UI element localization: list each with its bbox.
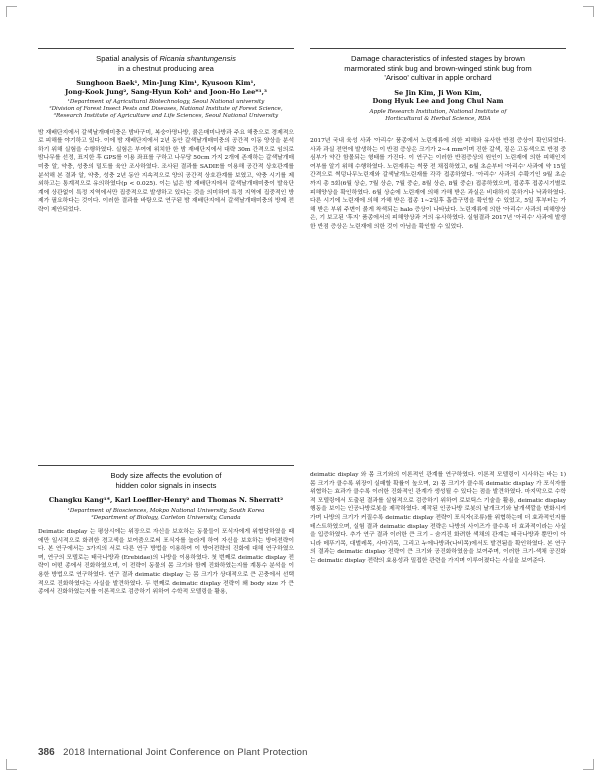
crop-mark-bottom-left [6, 759, 17, 770]
affiliation-list: Apple Research Institution, National Institute of Horticultural & Herbal Science, RDA [369, 108, 507, 122]
crop-mark-top-right [583, 6, 594, 17]
crop-mark-top-left [6, 6, 17, 17]
article-spatial-analysis [38, 54, 294, 215]
top-rule-right [310, 48, 566, 49]
author-list: Changku Kang¹*, Karl Loeffler-Henry² and Thomas N. Sherratt² [48, 496, 284, 505]
article-body-size-continued [310, 471, 566, 566]
article-title: Damage characteristics of infested stages by brown marmorated stink bug and brown-winged stink bug from 'Arisoo' cultivar in apple orchard [344, 54, 532, 83]
top-rule-left [38, 48, 294, 49]
abstract-body-continued: deimatic display 와 몸 크기와의 이론적인 관계를 연구하였다. 이론적 모델링이 시사하는 바는 1) 몸 크기가 클수록 위장이 실패할 확률이 높으며, 2) 몸 크기가 클수록 deimatic display 가 포식자를 위협하는 효과가 클수록 이러한 진화적인 관계가 생성될 수 있다는 점을 발견하였다. 마지막으로 수학적 모델링에서 도출된 결과를 실험적으로 검증하기 위하여 로보틱스 기술을 활용, deimatic display 행동을 보이는 인공나방로봇을 제작하였다. 제작된 인공나방 로봇의 날개크기와 날개색깔을 변화시켜가며 나방의 크기가 커질수록 deimatic display 전략이 포식자(조류)를 위협하는데 더 효과적인지를 테스트하였으며, 실험 결과 deimatic display 전략은 나방의 사이즈가 클수록 더 효과적이라는 사실을 입증하였다. 추가 연구 결과 이러한 큰 크기 – 숨겨진 화려한 색채의 관계는 태극나방과 뿐만이 아니라 메뚜기목, 대벌레목, 사마귀목, 그리고 누에나방과(나비목)에서도 발견됨을 확인하였다. 본 연구의 결과는 deimatic display 전략이 큰 크기와 공진화하였음을 보여주며, 이러한 크기-색채 공진화는 deimatic display 전략의 효용성과 밀접한 관련을 가지며 이루어졌다는 사실을 보여준다. [310, 472, 566, 564]
article-title: Body size affects the evolution of hidden color signals in insects [110, 471, 222, 490]
abstract-body: Deimatic display 는 평상시에는 위장으로 자신을 보호하는 동물들이 포식자에게 위협당하였을 때에만 일시적으로 화려한 경고색을 보여줌으로써 포식자를 놀라게 하여 자신을 보호하는 방어전략이다. 본 연구에서는 3가지의 서로 다른 연구 방법을 이용하여 이 방어전략의 진화에 대해 연구하였으며, 연구의 모델로는 태극나방과 (Erebidae)의 나방을 이용하였다. 첫 번째로 deimatic display 전략이 어떤 종에서 진화하였으며, 이 전략이 동물의 몸 크기와 함께 진화하였는지를 계통수 분석을 이용한 방법으로 연구하였다. 연구 결과 deimatic display 는 몸 크기가 상대적으로 큰 곤충에서 선택적으로 진화하였다는 사실을 발견하였다. 두 번째로 deimatic display 전략이 왜 body size 가 큰 종에서 진화하였는지를 이론적으로 검증하기 위하여 수학적 모델링을 활용, [38, 529, 294, 596]
abstract-body: 밤 재배단지에서 갈색날개매미충은 밤바구미, 복숭아명나방, 붉은매미나방과 주요 해충으로 경제적으로 피해를 야기하고 있다. 이에 밤 재배단지에서 2년 동안 갈색날개매미충의 공간적 이동 양상을 분석하기 위해 실험을 수행하였다. 실험은 부여에 위치한 한 밤 재배단지에서 대략 30m 간격으로 임의로 밤나무를 선정, 표지한 후 GPS를 이용 좌표를 구하고 나무당 50cm 가지 2개에 존재하는 갈색날개매미충 알, 약충, 성충의 밀도를 육안 조사하였다. 조사된 결과를 SADIE를 이용해 공간적 상호관계를 분석해 본 결과 알, 약충, 성충 2년 동안 지속적으로 양의 공간적 상호관계를 보였고, 약충 시기를 제외하고는 통계적으로 유의하였다(p < 0.025). 이는 넓은 밤 재배단지에서 갈색날개매미충이 발육단계에 상관없이 특정 지역에서만 집중적으로 발생하고 있다는 것을 의미하며 특정 지역에 집중적인 방제가 필요하다는 것이다. 이러한 결과를 바탕으로 연구된 밤 재배단지에서 갈색날개매미충의 방제 전략이 제안되었다. [38, 129, 294, 213]
page-footer [38, 742, 308, 760]
author-list: Sunghoon Baek¹, Min-Jung Kim¹, Kyusoon Kim¹, Jong-Kook Jung², Sang-Hyun Koh² and Joon-Ho Lee*¹,³ [65, 79, 267, 96]
author-list: Se Jin Kim, Ji Won Kim, Dong Hyuk Lee and Jong Chul Nam [372, 88, 504, 106]
abstract-body: 2017년 국내 육성 사과 '아리수' 품종에서 노린재류에 의한 피해와 유사한 반점 증상이 확인되었다. 사과 과실 전면에 발생하는 이 반점 증상은 크기가 2∼4 mm이며 진한 갈색, 짙은 고동색으로 반점 중심부가 약간 함몰되는 형태를 가진다. 이 연구는 이러한 반점증상의 원인이 노린재에 의한 피해인지 여부를 알기 위해 수행하였다. 노린재류는 썩풍 전 채집하였고, 6월 초순부터 '아리수' 사과에 약 15일 간격으로 썩덩나무노린재와 갈색날개노린재를 각각 접종하였다. '아리수' 사과의 수확기인 9월 초순까지 총 5회(6월 상순, 7월 상순, 7월 중순, 8월 상순, 8월 중순) 접종하였으며, 접종후 접종시기별로 피해양상을 확인하였다. 6월 상순에 노린재에 의해 가해 받은 과실은 비대하지 못하거나 낙과하였다. 다른 시기에 노린재에 의해 가해 받은 접종 1∼2일후 흡즙구멍을 확인할 수 있었고, 5일 후부터는 가해 받은 부위 주변이 붉게 착색되는 halo 증상이 나타났다. 노린재류에 의한 '아리수' 사과의 피해양상은, 기 보고된 '후지' 품종에서의 피해양상과 거의 유사하였다. 실험결과 2017년 '아리수' 사과에 발생한 반점 증상은 노린재에 의한 것이 아님을 확인할 수 있었다. [310, 138, 566, 230]
affiliation-list: ¹Department of Biosciences, Mokpo National University, South Korea ²Department of Biology, Carleton University, Canada [67, 507, 265, 521]
conference-name: 2018 International Joint Conference on Plant Protection [63, 747, 308, 758]
affiliation-list: ¹Department of Agricultural Biotechnology, Seoul National university ²Division of Forest Insect Pests and Diseases, National Institute of Forest Science, ³Research Institute of Agriculture and Life Sciences, Seoul National University [49, 99, 283, 120]
species-name: Ricania shantungensis [159, 54, 236, 63]
crop-mark-bottom-right [583, 759, 594, 770]
article-body-size-color-signals [38, 471, 294, 597]
page-number: 386 [38, 747, 55, 758]
article-damage-characteristics [310, 54, 566, 232]
article-title: Spatial analysis of Ricania shantungensis in a chestnut producing area [96, 54, 236, 73]
mid-rule-left [38, 465, 294, 466]
